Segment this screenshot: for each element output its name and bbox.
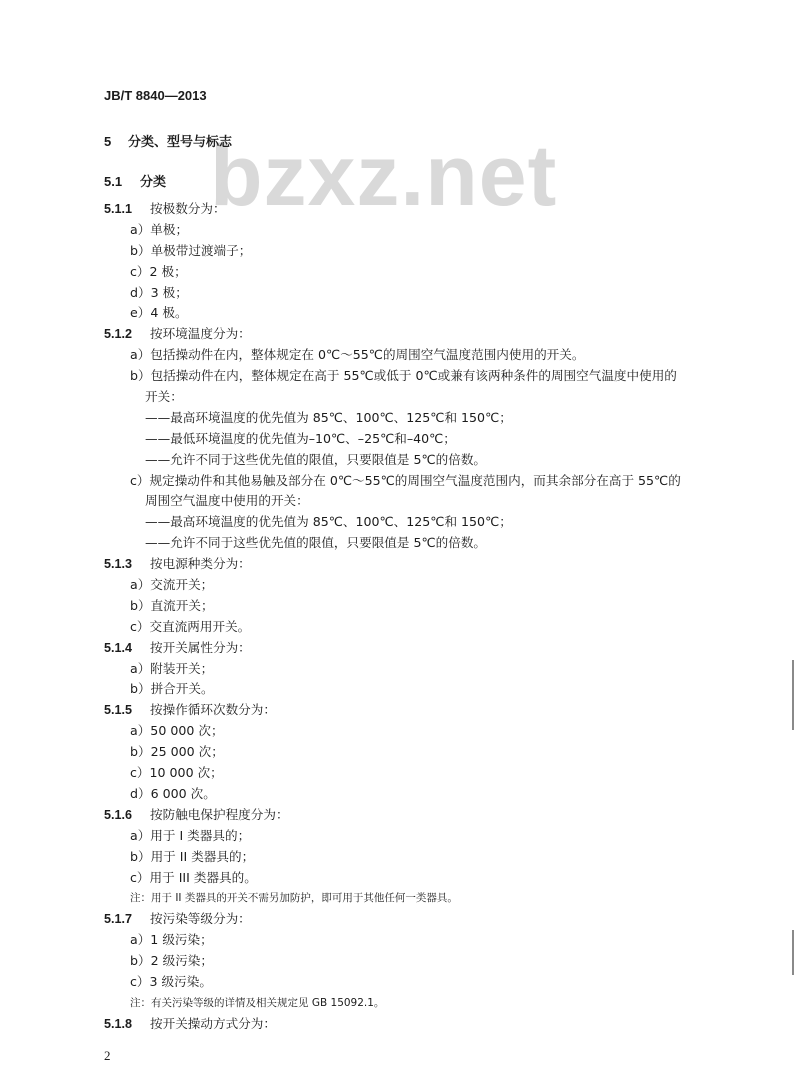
list-item: b）直流开关； [130,597,214,613]
list-item: b）25 000 次； [130,744,224,760]
clause-text: 按电源种类分为： [150,556,251,572]
clause-heading [104,554,744,575]
list-item: a）附装开关； [130,660,214,676]
list-item: b）2 级污染； [130,953,213,969]
list-item: c）用于 III 类器具的。 [130,869,257,885]
list-item: c）10 000 次； [130,765,223,781]
list-item: a）1 级污染； [130,932,213,948]
clause-heading [104,638,744,659]
clause-text: 按污染等级分为： [150,911,251,927]
list-item: b）用于 II 类器具的； [130,848,255,864]
subsection-number: 5.1 [104,174,123,189]
clause-number: 5.1.4 [104,640,133,655]
list-item: c）规定操动件和其他易触及部分在 0℃～55℃的周围空气温度范围内，而其余部分在高于 55℃的 [130,472,681,488]
list-item: a）50 000 次； [130,723,224,739]
note-text: 注：用于 II 类器具的开关不需另加防护，即可用于其他任何一类器具。 [130,892,458,905]
clause-text: 按开关属性分为： [150,639,251,655]
sub-list-item: ——最高环境温度的优先值为 85℃、100℃、125℃和 150℃； [145,409,512,425]
clause-heading [104,909,744,930]
clause-text: 按防触电保护程度分为： [150,806,289,822]
section-number: 5 [104,134,112,149]
page-number: 2 [104,1048,111,1063]
list-item: a）用于 I 类器具的； [130,827,251,843]
clause-heading [104,805,744,826]
clause-text: 按操作循环次数分为： [150,702,276,718]
subsection-title: 分类 [140,175,167,190]
clause-number: 5.1.8 [104,1016,133,1031]
subsection-heading [104,171,166,190]
sub-list-item: ——允许不同于这些优先值的限值，只要限值是 5℃的倍数。 [145,535,487,551]
clause-number: 5.1.1 [104,202,133,216]
list-item: c）交直流两用开关。 [130,618,251,634]
clause-text: 按开关操动方式分为： [150,1015,276,1031]
note-text: 注：有关污染等级的详情及相关规定见 GB 15092.1。 [130,996,385,1009]
watermark: bzxz.net [210,128,558,224]
section-heading [104,131,232,150]
clause-number: 5.1.5 [104,703,133,718]
list-item: c）3 级污染。 [130,973,212,989]
body-content [104,199,744,1035]
list-item: d）3 极； [130,284,188,300]
list-item-continuation: 周围空气温度中使用的开关： [145,493,309,509]
list-item: a）包括操动件在内，整体规定在 0℃～55℃的周围空气温度范围内使用的开关。 [130,347,585,363]
clause-number: 5.1.7 [104,912,133,927]
section-title: 分类、型号与标志 [128,135,233,150]
clause-text: 按环境温度分为： [150,326,251,342]
list-item: b）拼合开关。 [130,681,214,697]
sub-list-item: ——最高环境温度的优先值为 85℃、100℃、125℃和 150℃； [145,514,512,530]
list-item: b）单极带过渡端子； [130,242,252,258]
list-item: a）单极； [130,221,189,237]
list-item: e）4 极。 [130,305,188,321]
clause-heading [104,324,744,345]
list-item-continuation: 开关： [145,389,183,405]
clause-number: 5.1.3 [104,557,133,572]
clause-number: 5.1.2 [104,327,133,342]
clause-heading [104,199,744,220]
list-item: c）2 极； [130,263,187,279]
list-item: a）交流开关； [130,577,214,593]
scan-edge-mark [792,930,794,975]
sub-list-item: ——允许不同于这些优先值的限值，只要限值是 5℃的倍数。 [145,451,487,467]
clause-heading [104,1014,744,1035]
clause-number: 5.1.6 [104,807,133,822]
list-item: d）6 000 次。 [130,785,216,801]
clause-heading [104,700,744,721]
list-item: b）包括操动件在内，整体规定在高于 55℃或低于 0℃或兼有该两种条件的周围空气温度中使用的 [130,368,677,384]
standard-number: JB/T 8840—2013 [104,88,207,103]
clause-text: 按极数分为： [150,201,226,216]
scan-edge-mark [792,660,794,730]
sub-list-item: ——最低环境温度的优先值为–10℃、–25℃和–40℃； [145,430,456,446]
